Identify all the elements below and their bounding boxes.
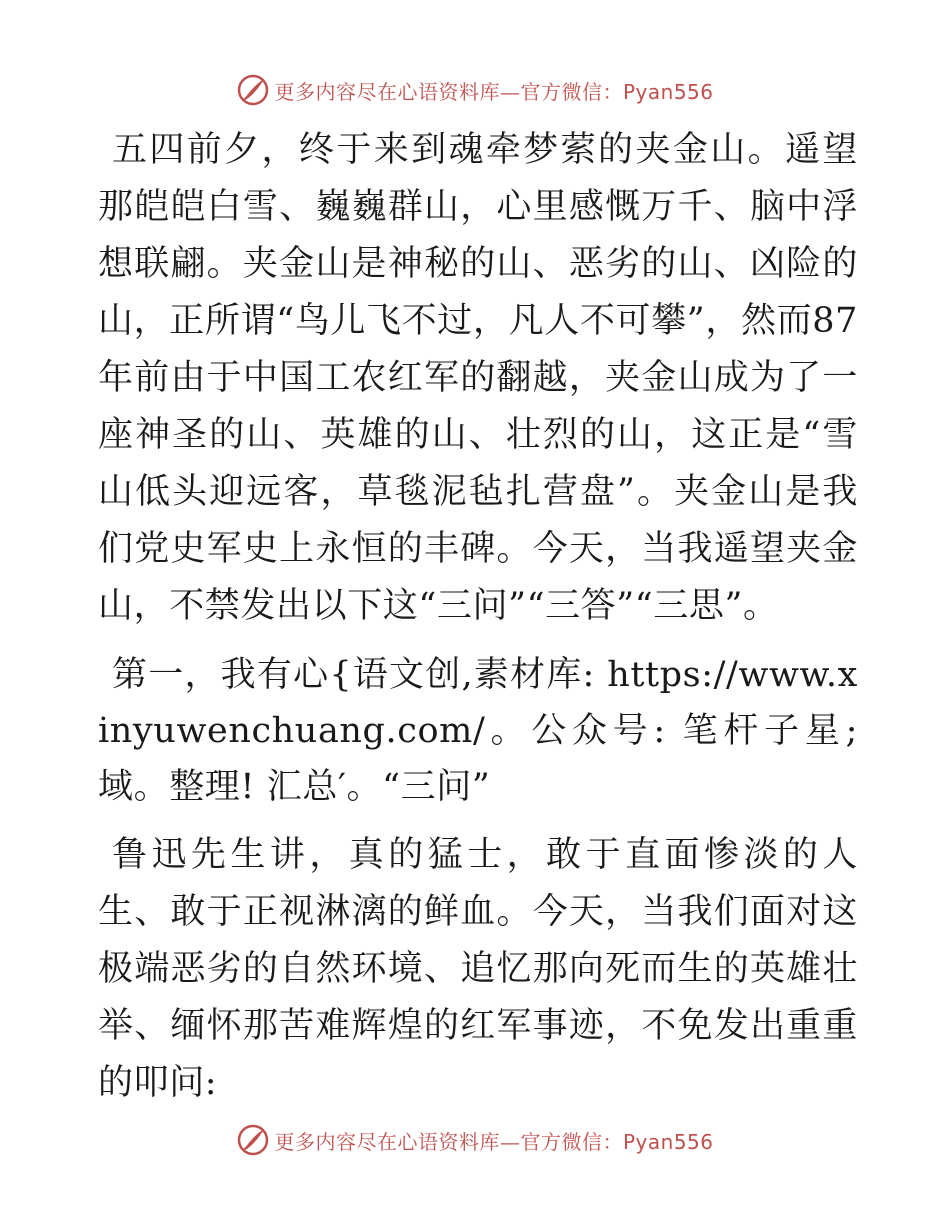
footer-banner-inner — [236, 1123, 713, 1157]
quill-pen-logo-icon — [236, 1123, 270, 1157]
header-banner — [0, 70, 950, 110]
header-banner-inner — [236, 73, 713, 107]
footer-banner-text — [274, 1126, 713, 1155]
paragraph-section-heading: 第一，我有心{语文创,素材库: https://www.xinyuwenchuang.com/。公众号: 笔杆子星;域。整理! 汇总′。“三问” — [98, 655, 858, 807]
paragraph-lu-xun: 鲁迅先生讲，真的猛士，敢于直面惨淡的人生、敢于正视淋漓的鲜血。今天，当我们面对这极端恶劣的自然环境、追忆那向死而生的英雄壮举、缅怀那苦难辉煌的红军事迹，不免发出重重的叩问: — [98, 835, 858, 1103]
footer-banner-handle: Pyan556 — [622, 1129, 714, 1154]
quill-pen-logo-icon — [236, 73, 270, 107]
header-banner-prefix: 更多内容尽在心语资料库—官方微信： — [274, 79, 623, 104]
paragraph-intro: 五四前夕，终于来到魂牵梦萦的夹金山。遥望那皑皑白雪、巍巍群山，心里感慨万千、脑中浮想联翩。夹金山是神秘的山、恶劣的山、凶险的山，正所谓“鸟儿飞不过，凡人不可攀”，然而87年前由于中国工农红军的翻越，夹金山成为了一座神圣的山、英雄的山、壮烈的山，这正是“雪山低头迎远客，草毯泥毡扎营盘”。夹金山是我们党史军史上永恒的丰碑。今天，当我遥望夹金山，不禁发出以下这“三问”“三答”“三思”。 — [98, 130, 858, 626]
header-banner-text — [274, 76, 713, 105]
document-body — [98, 122, 858, 1112]
header-banner-handle: Pyan556 — [622, 79, 714, 104]
footer-banner-prefix: 更多内容尽在心语资料库—官方微信： — [274, 1129, 623, 1154]
footer-banner — [0, 1120, 950, 1160]
